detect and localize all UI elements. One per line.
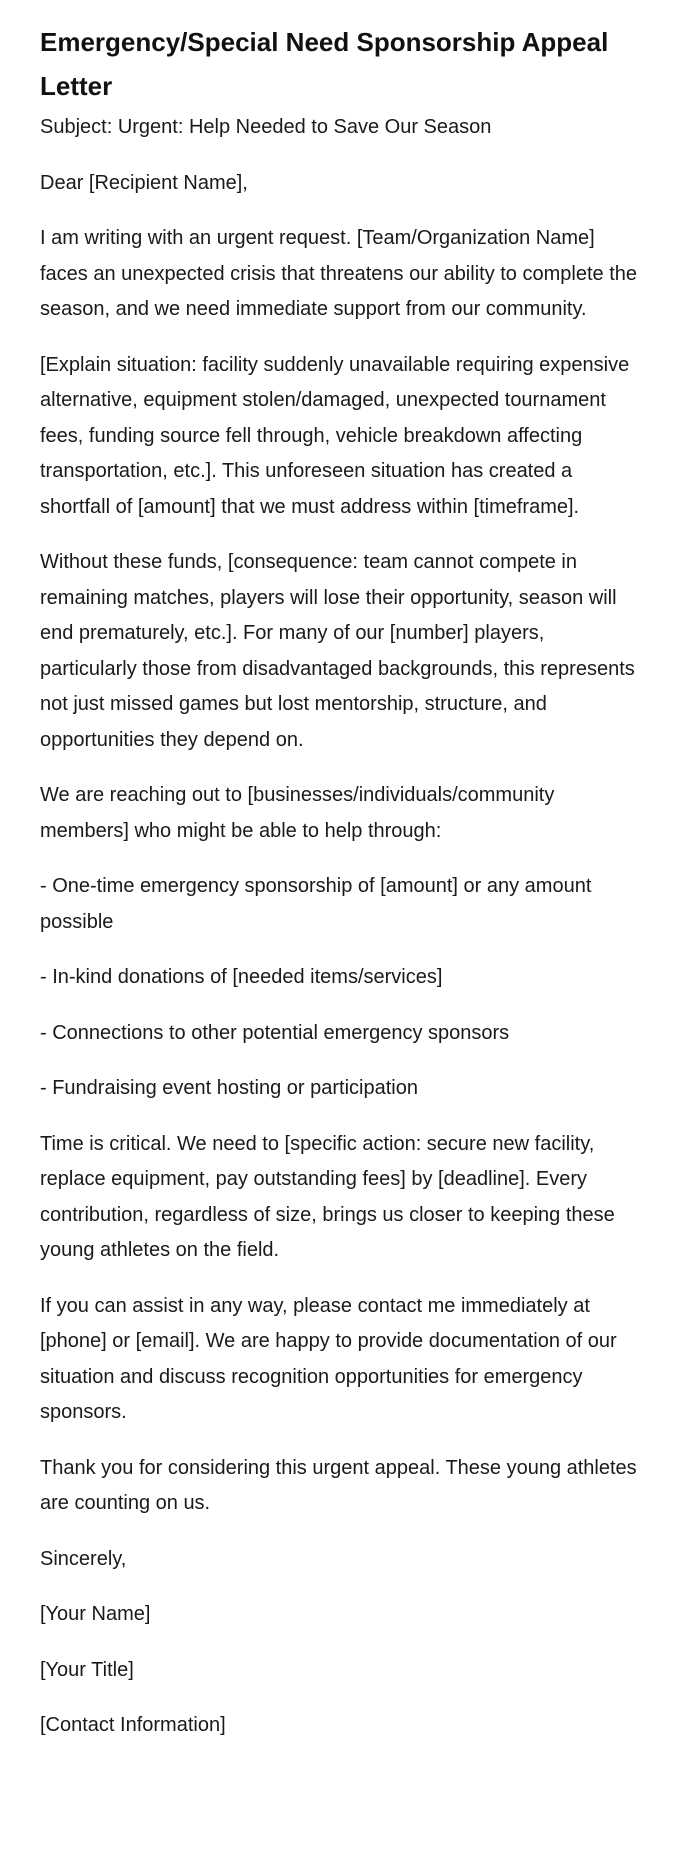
document-title: Emergency/Special Need Sponsorship Appeal Letter (40, 27, 609, 101)
list-item: - Connections to other potential emergency sponsors (40, 1021, 510, 1044)
intro-paragraph: I am writing with an urgent request. [Team/Organization Name] faces an unexpected crisis that threatens our ability to complete the season, and we need immediate support from our community. (40, 227, 638, 320)
subject-line: Subject: Urgent: Help Needed to Save Our Season (40, 116, 492, 138)
thanks-paragraph: Thank you for considering this urgent appeal. These young athletes are counting on us. (40, 1456, 637, 1514)
situation-paragraph: [Explain situation: facility suddenly unavailable requiring expensive alternative, equipment stolen/damaged, unexpected tournament fees, funding source fell through, vehicle breakdown affecting transportation, etc.]. This unforeseen situation has created a shortfall of [amount] that we must address within [timeframe]. (40, 353, 630, 518)
signature-contact: [Contact Information] (40, 1714, 226, 1736)
contact-paragraph: If you can assist in any way, please contact me immediately at [phone] or [email]. We are happy to provide documentation of our situation and discuss recognition opportunities for emergency sponsors. (40, 1294, 617, 1423)
list-item: - In-kind donations of [needed items/services] (40, 966, 443, 988)
signature-name: [Your Name] (40, 1603, 151, 1625)
list-item: - One-time emergency sponsorship of [amount] or any amount possible (40, 875, 592, 933)
salutation: Dear [Recipient Name], (40, 171, 248, 194)
signature-title: [Your Title] (40, 1658, 134, 1681)
closing: Sincerely, (40, 1547, 127, 1570)
urgency-paragraph: Time is critical. We need to [specific action: secure new facility, replace equipment, pay outstanding fees] by [deadline]. Every contribution, regardless of size, brings us closer to keeping these young athletes on the field. (40, 1132, 615, 1261)
list-item: - Fundraising event hosting or participation (40, 1077, 418, 1099)
consequence-paragraph: Without these funds, [consequence: team cannot compete in remaining matches, players will lose their opportunity, season will end prematurely, etc.]. For many of our [number] players, particularly those from disadvantaged backgrounds, this represents not just missed games but lost mentorship, structure, and opportunities they depend on. (40, 551, 635, 751)
request-paragraph: We are reaching out to [businesses/individuals/community members] who might be able to help through: (40, 784, 555, 842)
